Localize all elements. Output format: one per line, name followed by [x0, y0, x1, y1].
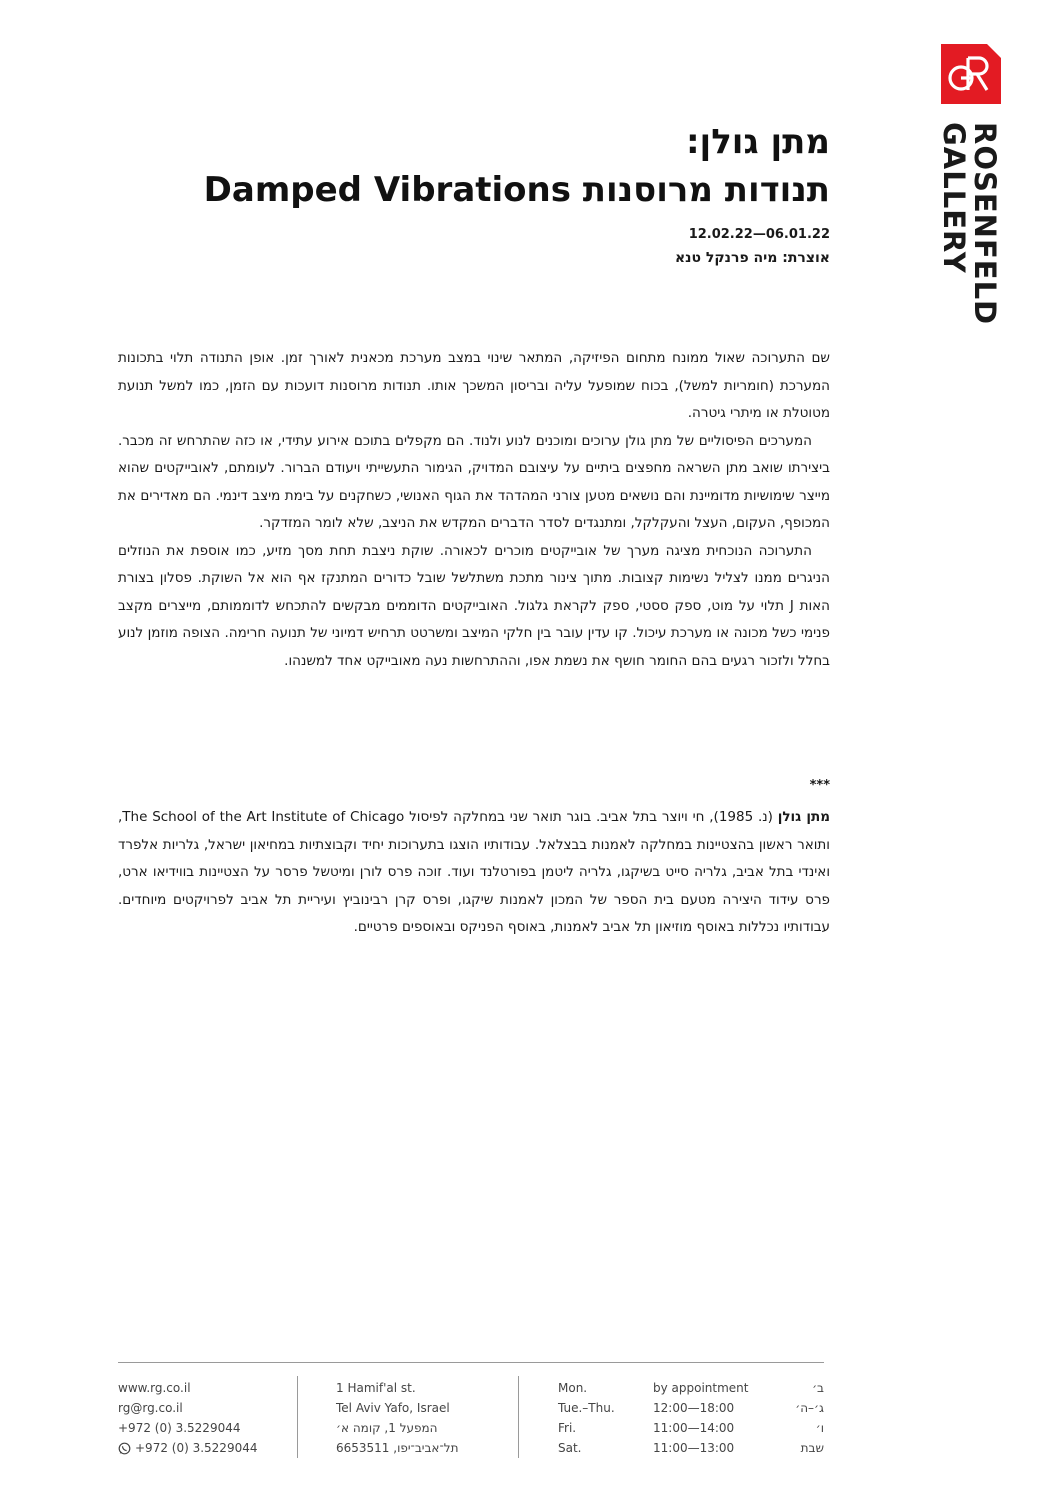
paragraph: המערכים הפיסוליים של מתן גולן ערוכים ומוכנים לנוע ולנוד. הם מקפלים בתוכם אירוע עתידי, או כזה שהתרחש זה מכבר. ביצירתו שואב מתן השראה מחפצים ביתיים על עיצובם המדויק, הגימור התעשייתי ויעודם הברור. לעומתם, לאובייקטים שהוא מייצר שימושיות מדומיינת והם נושאים מטען צורני המהדהד את הגוף האנושי, כשחקנים על בימת מיצב דינמי. הם מאדירים את המכופף, העקום, העצל והעקלקל, ומתנגדים לסדר הדברים המקדש את הניצב, שלא לומר המזדקר.: [118, 432, 830, 531]
day-he: ב׳: [812, 1381, 824, 1395]
hours-row: [558, 1398, 824, 1418]
address-en-line-2: Tel Aviv Yafo, Israel: [336, 1401, 450, 1415]
phone-number[interactable]: +972 (0) 3.5229044: [118, 1421, 241, 1435]
day-en: Sat.: [558, 1441, 582, 1455]
hours-time: 11:00—13:00: [653, 1441, 735, 1455]
footer-divider: [118, 1362, 824, 1363]
day-en: Mon.: [558, 1381, 588, 1395]
page-title-exhibition: תנודות מרוסנות Damped Vibrations: [203, 170, 830, 210]
footer-column-divider: [297, 1376, 298, 1458]
address-he-line-2: תל־אביב־יפו, 6653511: [336, 1441, 459, 1455]
hours-time: by appointment: [653, 1381, 749, 1395]
footer-opening-hours: [558, 1378, 824, 1458]
hours-row: [558, 1378, 824, 1398]
curator-credit: אוצרת: מיה פרנקל טנא: [674, 250, 830, 266]
page-title-artist: מתן גולן:: [685, 122, 830, 162]
email-link[interactable]: rg@rg.co.il: [118, 1401, 183, 1415]
address-he-line-1: המפעל 1, קומה א׳: [336, 1421, 438, 1435]
day-he: ג׳–ה׳: [795, 1401, 824, 1415]
whatsapp-number: +972 (0) 3.5229044: [135, 1441, 258, 1455]
wordmark-line-2: GALLERY: [937, 122, 971, 274]
artist-name: מתן גולן: [777, 809, 831, 825]
website-link[interactable]: www.rg.co.il: [118, 1381, 191, 1395]
exhibition-dates: 12.02.22—06.01.22: [688, 227, 830, 242]
document-header: [150, 118, 830, 270]
hours-time: 12:00—18:00: [653, 1401, 735, 1415]
day-en: Tue.–Thu.: [558, 1401, 615, 1415]
day-he: שבת: [800, 1441, 824, 1455]
whatsapp-icon: [118, 1441, 131, 1461]
bio-text: (נ. 1985), חי ויוצר בתל אביב. בוגר תואר שני במחלקה לפיסול The School of the Art Institute of Chicago, ותואר ראשון בהצטיינות במחלקה לאמנות בבצלאל. עבודותיו הוצגו בתערוכות יחיד וקבוצתיות במחיאון ישראל, גלריות אלפרד ואינדי בתל אביב, גלריה סייט בשיקגו, גלריה ליטמן בפורטלנד ועוד. זוכה פרס לורן ומיטשל פרסר על הצטיינות בווידיאו ארט, פרס עידוד היצירה מטעם בית הספר של המכון לאמנות שיקגו, ופרס קרן רבינוביץ ועיריית תל אביב לפרויקטים מיוחדים. עבודותיו נכללות באוסף מוזיאון תל אביב לאמנות, באוסף הפניקס ובאוספים פרטיים.: [118, 809, 830, 935]
gallery-logo-icon: [941, 44, 1001, 104]
day-en: Fri.: [558, 1421, 577, 1435]
whatsapp-contact[interactable]: [118, 1438, 288, 1461]
artist-bio: [118, 804, 830, 942]
hours-row: [558, 1438, 824, 1458]
gallery-wordmark: [930, 122, 1010, 332]
footer-column-divider: [518, 1376, 519, 1458]
exhibition-text: [118, 345, 830, 675]
day-he: ו׳: [815, 1421, 824, 1435]
hours-time: 11:00—14:00: [653, 1421, 735, 1435]
footer-address: [336, 1378, 506, 1458]
paragraph: שם התערוכה שאול ממונח מתחום הפיזיקה, המתאר שינוי במצב מערכת מכאנית לאורך זמן. אופן התנודה תלוי בתכונות המערכת (חומריות למשל), בכוח שמופעל עליה ובריסון המשכך אותו. תנודות מרוסנות דועכות עם הזמן, כמו למשל תנועת מטוטלת או מיתרי גיטרה.: [118, 350, 830, 421]
address-en-line-1: 1 Hamif'al st.: [336, 1381, 416, 1395]
wordmark-line-1: ROSENFELD: [968, 122, 1002, 326]
hours-row: [558, 1418, 824, 1438]
paragraph: התערוכה הנוכחית מציגה מערך של אובייקטים מוכרים לכאורה. שוקת ניצבת תחת מסך מזיע, כמו אוספת את הנוזלים הניגרים ממנו לצליל נשימות קצובות. מתוך צינור מתכת משתלשל שובל כדורים המתנקז אף הוא אל השוקת. פסלון בצורת האות J תלוי על מוט, ספק ססטי, ספק לקראת גלגול. האובייקטים הדוממים מבקשים להתכחש לדוממותם, מייצרים מקצב פנימי כשל מכונה או מערכת עיכול. קו עדין עובר בין חלקי המיצב ומשרטט תרחיש דמיוני של תנועה חרימה. הצופה מוזמן לנוע בחלל ולזכור רגעים בהם החומר חושף את נשמת אפו, וההתרחשות נעה מאובייקט אחד למשנהו.: [118, 542, 831, 669]
footer-contact: [118, 1378, 288, 1458]
section-separator: ***: [809, 778, 830, 793]
